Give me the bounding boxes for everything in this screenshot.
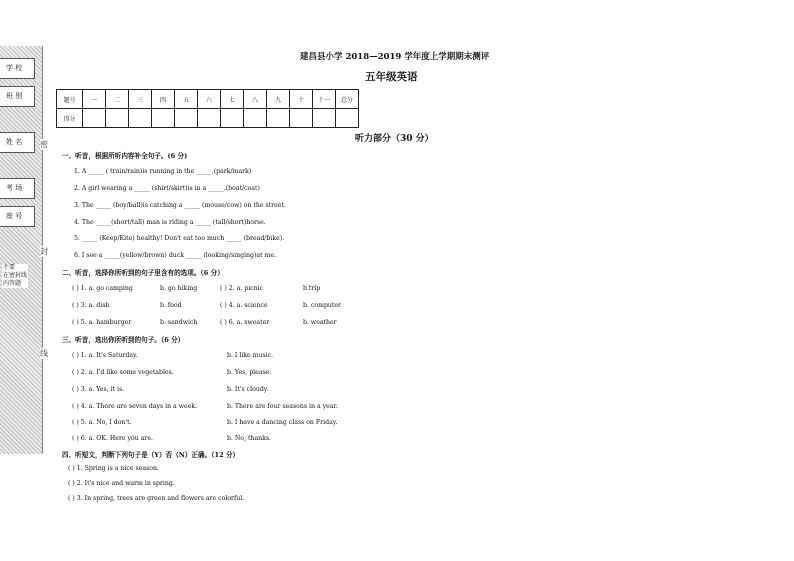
sentence-choice-a: ( ) 3. a. Yes, it is. bbox=[72, 386, 125, 393]
col-header: 十一 bbox=[313, 90, 336, 109]
choice-item: ( ) 6. a. sweater bbox=[220, 319, 270, 326]
total-score-cell[interactable] bbox=[336, 109, 359, 128]
col-header: 八 bbox=[244, 90, 267, 109]
sentence-choice-a: ( ) 1. a. It's Saturday. bbox=[72, 352, 138, 359]
score-cell[interactable] bbox=[244, 109, 267, 128]
section-3-title: 三、听音，选出你所听到的句子。（6 分） bbox=[62, 336, 185, 344]
score-cell[interactable] bbox=[106, 109, 129, 128]
score-label: 得分 bbox=[57, 109, 83, 128]
sentence-choice-b: b. There are four seasons in a year. bbox=[227, 403, 338, 410]
sentence-choice-a: ( ) 5. a. No, I don't. bbox=[72, 419, 132, 426]
choice-item: ( ) 1. a. go camping bbox=[72, 285, 133, 292]
fill-blank-question: 1. A _____ ( train/rain)is running in the _____.(park/mark) bbox=[74, 168, 252, 175]
sentence-choice-a: ( ) 2. a. I'd like some vegetables. bbox=[72, 369, 174, 376]
page-title: 建昌县小学 2018—2019 学年度上学期期末测评 bbox=[300, 52, 490, 62]
choice-item: ( ) 5. a. hamburger bbox=[72, 319, 132, 326]
binding-strip bbox=[0, 46, 43, 454]
section-4-title: 四、听短文，判断下列句子是（Y）否（N）正确。（12 分） bbox=[62, 451, 240, 459]
seal-char-xian: 线 bbox=[40, 349, 48, 358]
sentence-choice-b: b. I have a dancing class on Friday. bbox=[227, 419, 338, 426]
choice-option: b. food bbox=[160, 302, 182, 309]
subject-title: 五年级英语 bbox=[365, 71, 418, 83]
col-header: 九 bbox=[267, 90, 290, 109]
question-number-label: 题号 bbox=[57, 90, 83, 109]
listening-section-title: 听力部分（30 分） bbox=[355, 134, 434, 144]
total-label: 总分 bbox=[336, 90, 359, 109]
score-cell[interactable] bbox=[198, 109, 221, 128]
true-false-item: ( ) 1. Spring is a nice season. bbox=[68, 465, 159, 472]
seal-char-mi: 密 bbox=[40, 140, 48, 149]
choice-option: b. weather bbox=[303, 319, 337, 326]
school-field[interactable]: 学 校 bbox=[0, 58, 35, 79]
fill-blank-question: 5. _____ (Keep/Kite) healthy! Don't eat too much _____ (bread/bike). bbox=[74, 235, 285, 242]
choice-option: b.trip bbox=[303, 285, 321, 292]
seat-number-field[interactable]: 座 号 bbox=[0, 206, 35, 227]
class-field[interactable]: 班 别 bbox=[0, 86, 35, 107]
score-cell[interactable] bbox=[83, 109, 106, 128]
fill-blank-question: 4. The _____(short/tall) man is riding a _____ (tall/short)horse. bbox=[74, 219, 266, 226]
col-header: 六 bbox=[198, 90, 221, 109]
score-table bbox=[56, 89, 359, 128]
col-header: 一 bbox=[83, 90, 106, 109]
true-false-item: ( ) 2. It's nice and warm in spring. bbox=[68, 480, 175, 487]
sentence-choice-b: b. No, thanks. bbox=[227, 435, 272, 442]
score-cell[interactable] bbox=[175, 109, 198, 128]
col-header: 七 bbox=[221, 90, 244, 109]
choice-option: b. sandwich bbox=[160, 319, 198, 326]
sentence-choice-a: ( ) 6. a. OK. Here you are. bbox=[72, 435, 153, 442]
exam-room-field[interactable]: 考 场 bbox=[0, 178, 35, 199]
true-false-item: ( ) 3. In spring, trees are green and flowers are colorful. bbox=[68, 495, 245, 502]
fill-blank-question: 2. A girl wearing a _____ (shirt/skirt)is in a _____.(boat/coat) bbox=[74, 185, 260, 192]
col-header: 二 bbox=[106, 90, 129, 109]
fill-blank-question: 6. I see a _____(yellow/brown) duck _____ (looking/singing)at me. bbox=[74, 252, 277, 259]
seal-char-feng: 封 bbox=[40, 247, 48, 256]
col-header: 十 bbox=[290, 90, 313, 109]
col-header: 四 bbox=[152, 90, 175, 109]
score-cell[interactable] bbox=[267, 109, 290, 128]
choice-option: b. go hiking bbox=[160, 285, 198, 292]
sentence-choice-a: ( ) 4. a. There are seven days in a week. bbox=[72, 403, 198, 410]
score-cell[interactable] bbox=[313, 109, 336, 128]
score-table-score-row bbox=[57, 109, 359, 128]
score-cell[interactable] bbox=[290, 109, 313, 128]
score-cell[interactable] bbox=[221, 109, 244, 128]
sentence-choice-b: b. I like music. bbox=[227, 352, 274, 359]
name-field[interactable]: 姓 名 bbox=[0, 132, 35, 153]
choice-item: ( ) 2. a. picnic bbox=[220, 285, 264, 292]
fill-blank-question: 3. The _____ (boy/ball)is catching a _____ (mouse/cow) on the street. bbox=[74, 202, 286, 209]
score-cell[interactable] bbox=[152, 109, 175, 128]
col-header: 五 bbox=[175, 90, 198, 109]
score-table-header-row bbox=[57, 90, 359, 109]
choice-item: ( ) 4. a. science bbox=[220, 302, 268, 309]
score-cell[interactable] bbox=[129, 109, 152, 128]
choice-item: ( ) 3. a. dish bbox=[72, 302, 110, 309]
section-1-title: 一、听音，根据所听内容补全句子。(6 分) bbox=[62, 152, 188, 160]
choice-option: b. computer bbox=[303, 302, 342, 309]
col-header: 三 bbox=[129, 90, 152, 109]
section-2-title: 二、听音，选择你所听到的句子里含有的选项。（6 分） bbox=[62, 269, 224, 277]
sentence-choice-b: b. Yes, please. bbox=[227, 369, 272, 376]
seal-warning-note: 不要 在密封线 内答题 bbox=[3, 264, 28, 287]
sentence-choice-b: b. It's cloudy. bbox=[227, 386, 269, 393]
